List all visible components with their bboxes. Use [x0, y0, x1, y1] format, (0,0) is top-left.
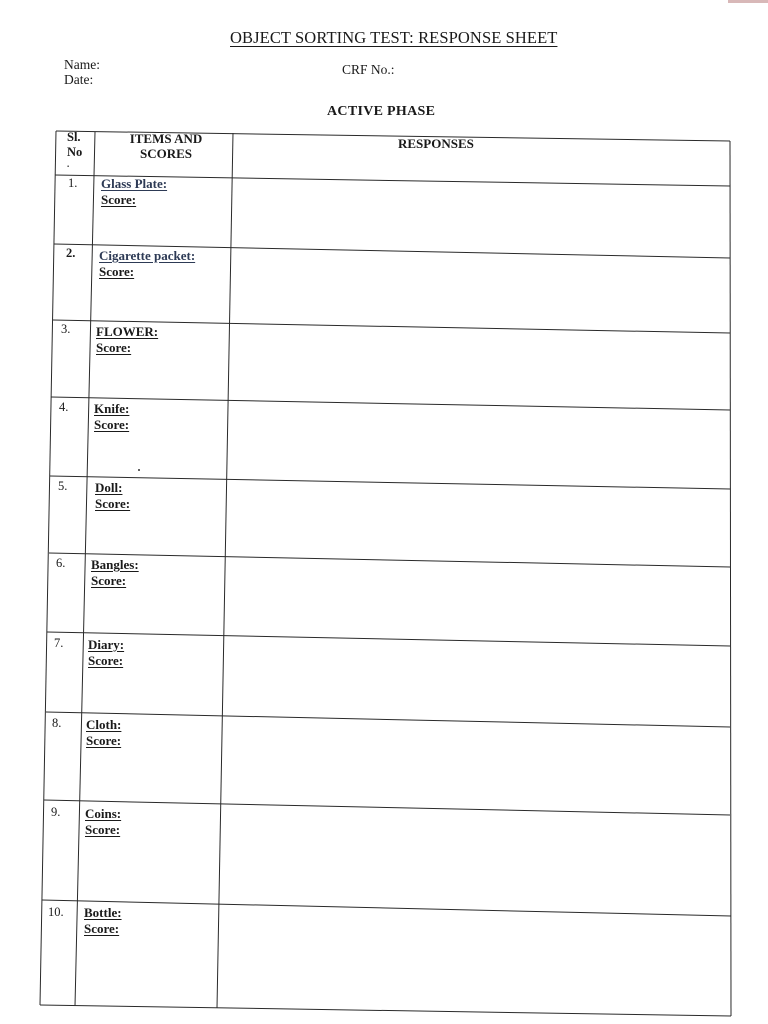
- row-number: 8.: [52, 716, 62, 730]
- item-name: Diary:: [88, 637, 125, 652]
- table-row-item: [99, 248, 195, 280]
- crf-number-label: CRF No.:: [342, 62, 395, 77]
- item-name: FLOWER:: [96, 324, 159, 339]
- item-score-label: Score:: [91, 573, 127, 588]
- scan-speck: [138, 469, 140, 471]
- item-score-label: Score:: [96, 340, 132, 355]
- row-number: 9.: [51, 805, 61, 819]
- item-score-label: Score:: [86, 733, 122, 748]
- item-name: Doll:: [95, 480, 123, 495]
- item-name: Glass Plate:: [101, 176, 168, 191]
- row-number: 1.: [68, 176, 78, 190]
- row-number: 3.: [61, 322, 71, 336]
- row-divider-9: [42, 900, 731, 916]
- row-divider-5: [49, 553, 730, 567]
- table-row-item: [86, 717, 121, 749]
- item-name: Bottle:: [84, 905, 122, 920]
- row-number: 6.: [56, 556, 66, 570]
- table-row-item: [95, 480, 130, 512]
- item-score-label: Score:: [84, 921, 120, 936]
- row-divider-7: [46, 712, 730, 727]
- row-number: 4.: [59, 400, 69, 414]
- row-number: 7.: [54, 636, 64, 650]
- row-number: 10.: [48, 905, 64, 919]
- row-divider-4: [50, 476, 730, 489]
- table-row-item: [94, 401, 129, 433]
- col-divider-items: [217, 133, 233, 1008]
- header-sl-line3: .: [67, 159, 70, 169]
- item-score-label: Score:: [99, 264, 135, 279]
- header-sl-no: [67, 130, 89, 168]
- header-sl-line1: Sl.: [67, 130, 81, 144]
- table-row-item: [101, 176, 167, 208]
- header-responses: RESPONSES: [398, 136, 474, 151]
- row-number: 5.: [58, 479, 68, 493]
- item-score-label: Score:: [85, 822, 121, 837]
- table-right-border: [730, 141, 731, 1016]
- item-name: Bangles:: [91, 557, 139, 572]
- header-items-line1: ITEMS AND: [129, 131, 203, 146]
- item-name: Cloth:: [86, 717, 122, 732]
- table-row-item: [96, 324, 158, 356]
- row-divider-8: [44, 800, 730, 815]
- item-score-label: Score:: [95, 496, 131, 511]
- table-row-item: [88, 637, 124, 669]
- item-name: Cigarette packet:: [99, 248, 196, 263]
- name-label: Name:: [64, 57, 100, 72]
- header-items-and-scores: [120, 131, 212, 161]
- date-label: Date:: [64, 72, 94, 87]
- item-score-label: Score:: [88, 653, 124, 668]
- page-edge-shade: [728, 0, 768, 3]
- table-row-item: [84, 905, 122, 937]
- page-title: OBJECT SORTING TEST: RESPONSE SHEET: [230, 28, 558, 47]
- row-divider-6: [47, 632, 730, 646]
- table-left-border: [40, 131, 56, 1005]
- phase-title: ACTIVE PHASE: [327, 104, 436, 119]
- response-table: [40, 0, 732, 1024]
- header-sl-line2: No: [67, 145, 83, 159]
- item-name: Coins:: [85, 806, 122, 821]
- item-score-label: Score:: [94, 417, 130, 432]
- row-divider-3: [51, 397, 730, 410]
- table-row-item: [91, 557, 139, 589]
- item-score-label: Score:: [101, 192, 137, 207]
- table-bottom-border: [40, 1005, 731, 1016]
- table-row-item: [85, 806, 121, 838]
- row-number: 2.: [66, 246, 76, 260]
- item-name: Knife:: [94, 401, 130, 416]
- header-items-line2: SCORES: [139, 146, 193, 161]
